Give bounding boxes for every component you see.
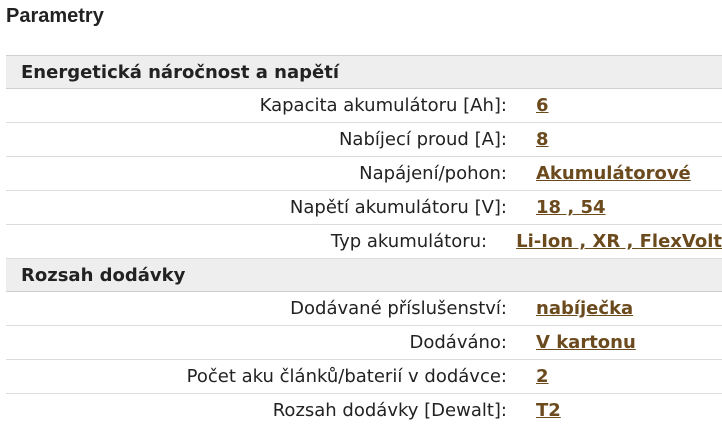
parameter-row xyxy=(6,225,722,259)
parameter-value-link[interactable]: 6 xyxy=(536,95,549,116)
parameter-label: Napětí akumulátoru [V]: xyxy=(289,197,507,218)
value-separator: , xyxy=(620,231,640,252)
parameter-values xyxy=(507,298,633,319)
value-separator: , xyxy=(573,231,593,252)
parameter-row xyxy=(6,89,722,123)
parameter-value-link[interactable]: XR xyxy=(592,231,621,252)
section-header: Rozsah dodávky xyxy=(6,259,722,292)
parameter-row xyxy=(6,157,722,191)
parameter-label: Nabíjecí proud [A]: xyxy=(338,129,507,150)
parameters-table xyxy=(6,55,722,427)
parameter-values xyxy=(507,366,549,387)
parameter-values xyxy=(507,95,549,116)
parameter-row xyxy=(6,191,722,225)
parameter-value-link[interactable]: Li-Ion xyxy=(516,231,574,252)
parameter-label: Kapacita akumulátoru [Ah]: xyxy=(259,95,507,116)
parameter-label: Napájení/pohon: xyxy=(359,163,507,184)
parameter-row xyxy=(6,360,722,394)
parameter-label: Typ akumulátoru: xyxy=(330,231,488,252)
parameter-values xyxy=(507,197,606,218)
parameter-values xyxy=(487,231,722,252)
parameter-values xyxy=(507,163,691,184)
parameter-values xyxy=(507,332,636,353)
page-title: Parametry xyxy=(6,5,104,27)
section-header: Energetická náročnost a napětí xyxy=(6,56,722,89)
parameter-value-link[interactable]: FlexVolt xyxy=(639,231,722,252)
parameter-row xyxy=(6,123,722,157)
parameter-row xyxy=(6,394,722,427)
parameter-values xyxy=(507,129,549,150)
parameter-label: Dodávané příslušenství: xyxy=(290,298,507,319)
value-separator: , xyxy=(561,197,581,218)
parameter-values xyxy=(507,400,561,421)
parameter-label: Počet aku článků/baterií v dodávce: xyxy=(186,366,507,387)
parameter-value-link[interactable]: 18 xyxy=(536,197,562,218)
parameter-label: Dodáváno: xyxy=(409,332,507,353)
parameter-value-link[interactable]: Akumulátorové xyxy=(536,163,691,184)
parameter-row xyxy=(6,326,722,360)
parameter-value-link[interactable]: 2 xyxy=(536,366,549,387)
parameter-value-link[interactable]: T2 xyxy=(536,400,561,421)
parameter-value-link[interactable]: V kartonu xyxy=(536,332,636,353)
parameter-value-link[interactable]: nabíječka xyxy=(536,298,634,319)
parameter-row xyxy=(6,292,722,326)
parameter-value-link[interactable]: 54 xyxy=(580,197,606,218)
parameter-value-link[interactable]: 8 xyxy=(536,129,549,150)
parameter-label: Rozsah dodávky [Dewalt]: xyxy=(272,400,507,421)
